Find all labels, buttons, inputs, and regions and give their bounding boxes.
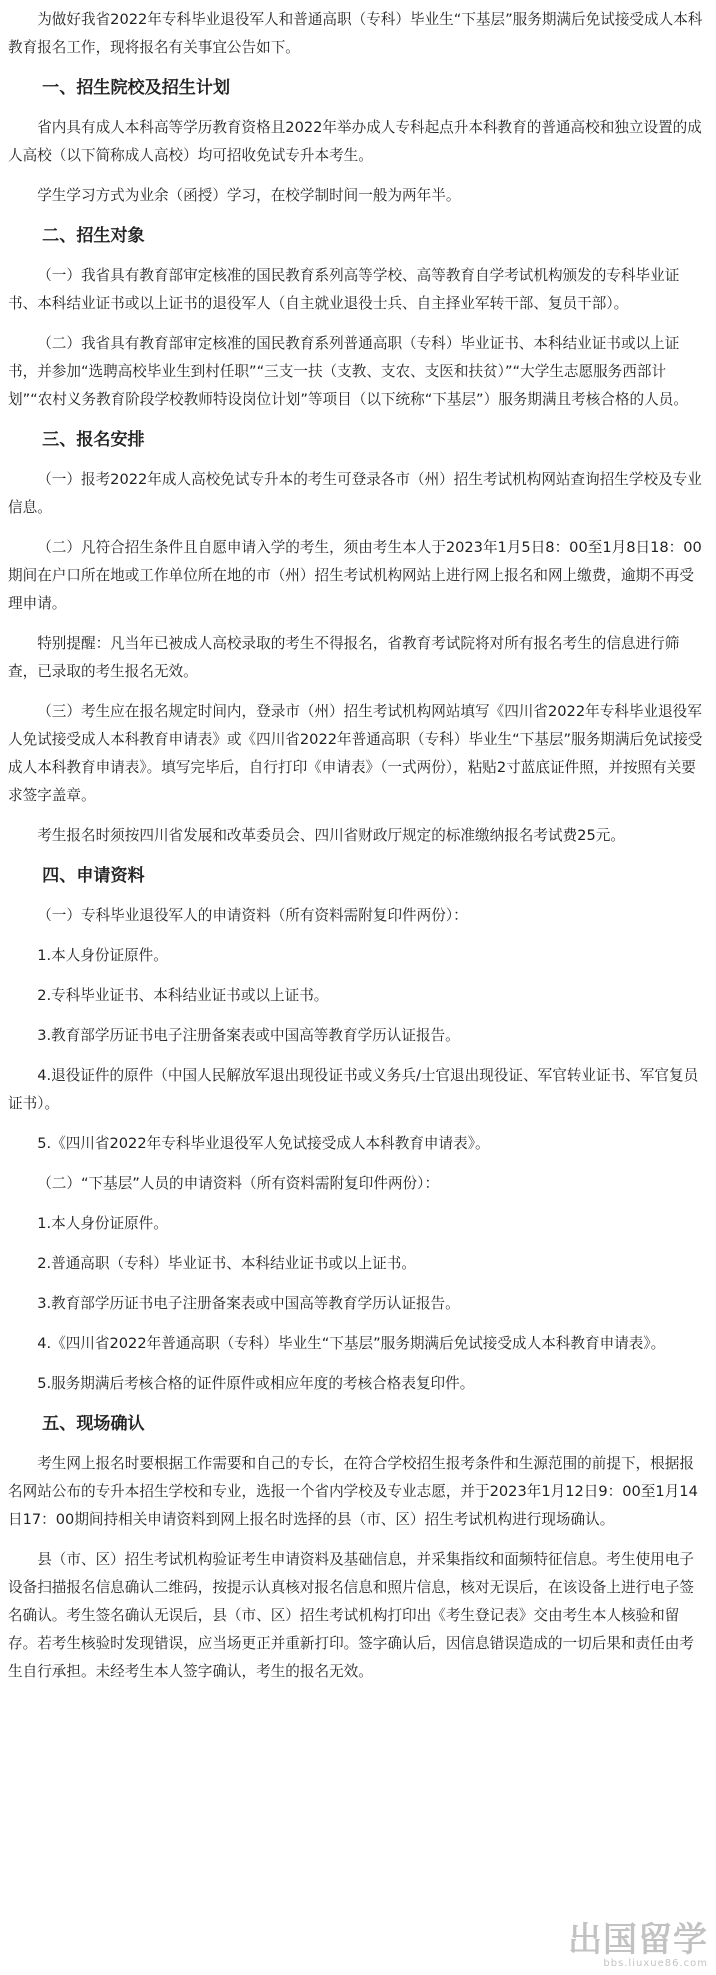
paragraph: （二）“下基层”人员的申请资料（所有资料需附复印件两份）： bbox=[37, 1175, 440, 1192]
section-heading: 一、招生院校及招生计划 bbox=[42, 78, 231, 98]
paragraph: 县（市、区）招生考试机构验证考生申请资料及基础信息，并采集指纹和面频特征信息。考生使用电子设备扫描报名信息确认二维码，按提示认真核对报名信息和照片信息，核对无误后，在该设备上进行电子签名确认。考生签名确认无误后，县（市、区）招生考试机构打印出《考生登记表》交由考生本人核验和留存。若考生核验时发现错误，应当场更正并重新打印。签字确认后，因信息错误造成的一切后果和责任由考生自行承担。未经考生本人签字确认，考生的报名无效。 bbox=[8, 1551, 694, 1680]
section-heading: 三、报名安排 bbox=[42, 430, 145, 450]
paragraph: （一）我省具有教育部审定核准的国民教育系列高等学校、高等教育自学考试机构颁发的专科毕业证书、本科结业证书或以上证书的退役军人（自主就业退役士兵、自主择业军转干部、复员干部）。 bbox=[8, 267, 680, 312]
paragraph: （一）专科毕业退役军人的申请资料（所有资料需附复印件两份）： bbox=[37, 907, 468, 924]
document-blocks bbox=[8, 6, 708, 1686]
paragraph: 5.《四川省2022年专科毕业退役军人免试接受成人本科教育申请表》。 bbox=[37, 1135, 490, 1152]
paragraph: （三）考生应在报名规定时间内，登录市（州）招生考试机构网站填写《四川省2022年专科毕业退役军人免试接受成人本科教育申请表》或《四川省2022年普通高职（专科）毕业生“下基层”服务期满后免试接受成人本科教育申请表》。填写完毕后，自行打印《申请表》（一式两份），粘贴2寸蓝底证件照，并按照有关要求签字盖章。 bbox=[8, 703, 703, 804]
announcement-body bbox=[8, 6, 708, 1698]
watermark-logo bbox=[568, 1920, 708, 1969]
watermark-brand: 出国留学 bbox=[568, 1920, 708, 1960]
paragraph: 2.普通高职（专科）毕业证书、本科结业证书或以上证书。 bbox=[37, 1255, 416, 1272]
paragraph: 1.本人身份证原件。 bbox=[37, 947, 168, 964]
paragraph: 为做好我省2022年专科毕业退役军人和普通高职（专科）毕业生“下基层”服务期满后免试接受成人本科教育报名工作，现将报名有关事宜公告如下。 bbox=[8, 11, 703, 56]
paragraph: 5.服务期满后考核合格的证件原件或相应年度的考核合格表复印件。 bbox=[37, 1375, 475, 1392]
paragraph: 1.本人身份证原件。 bbox=[37, 1215, 168, 1232]
paragraph: 4.《四川省2022年普通高职（专科）毕业生“下基层”服务期满后免试接受成人本科教育申请表》。 bbox=[37, 1335, 666, 1352]
paragraph: 3.教育部学历证书电子注册备案表或中国高等教育学历认证报告。 bbox=[37, 1027, 460, 1044]
paragraph: 考生网上报名时要根据工作需要和自己的专长，在符合学校招生报考条件和生源范围的前提下，根据报名网站公布的专升本招生学校和专业，选报一个省内学校及专业志愿，并于2023年1月12日9：00至1月14日17：00期间持相关申请资料到网上报名时选择的县（市、区）招生考试机构进行现场确认。 bbox=[8, 1455, 698, 1528]
section-heading: 二、招生对象 bbox=[42, 226, 145, 246]
paragraph: 2.专科毕业证书、本科结业证书或以上证书。 bbox=[37, 987, 329, 1004]
section-heading: 五、现场确认 bbox=[42, 1414, 145, 1434]
paragraph: 3.教育部学历证书电子注册备案表或中国高等教育学历认证报告。 bbox=[37, 1295, 460, 1312]
section-heading: 四、申请资料 bbox=[42, 866, 145, 886]
paragraph: 4.退役证件的原件（中国人民解放军退出现役证书或义务兵/士官退出现役证、军官转业证书、军官复员证书）。 bbox=[8, 1067, 699, 1112]
paragraph: 考生报名时须按四川省发展和改革委员会、四川省财政厅规定的标准缴纳报名考试费25元。 bbox=[37, 827, 625, 844]
watermark-url: bbs.liuxue86.com bbox=[603, 1958, 708, 1969]
paragraph: （二）凡符合招生条件且自愿申请入学的考生，须由考生本人于2023年1月5日8：00至1月8日18：00期间在户口所在地或工作单位所在地的市（州）招生考试机构网站上进行网上报名和网上缴费，逾期不再受理申请。 bbox=[8, 539, 702, 612]
paragraph: 学生学习方式为业余（函授）学习，在校学制时间一般为两年半。 bbox=[37, 187, 461, 204]
paragraph: （一）报考2022年成人高校免试专升本的考生可登录各市（州）招生考试机构网站查询招生学校及专业信息。 bbox=[8, 471, 702, 516]
paragraph: （二）我省具有教育部审定核准的国民教育系列普通高职（专科）毕业证书、本科结业证书或以上证书，并参加“选聘高校毕业生到村任职”“三支一扶（支教、支农、支医和扶贫）”“大学生志愿服务西部计划”“农村义务教育阶段学校教师特设岗位计划”等项目（以下统称“下基层”）服务期满且考核合格的人员。 bbox=[8, 335, 688, 408]
paragraph: 特别提醒：凡当年已被成人高校录取的考生不得报名，省教育考试院将对所有报名考生的信息进行筛查，已录取的考生报名无效。 bbox=[8, 635, 680, 680]
paragraph: 省内具有成人本科高等学历教育资格且2022年举办成人专科起点升本科教育的普通高校和独立设置的成人高校（以下简称成人高校）均可招收免试专升本考生。 bbox=[8, 119, 702, 164]
